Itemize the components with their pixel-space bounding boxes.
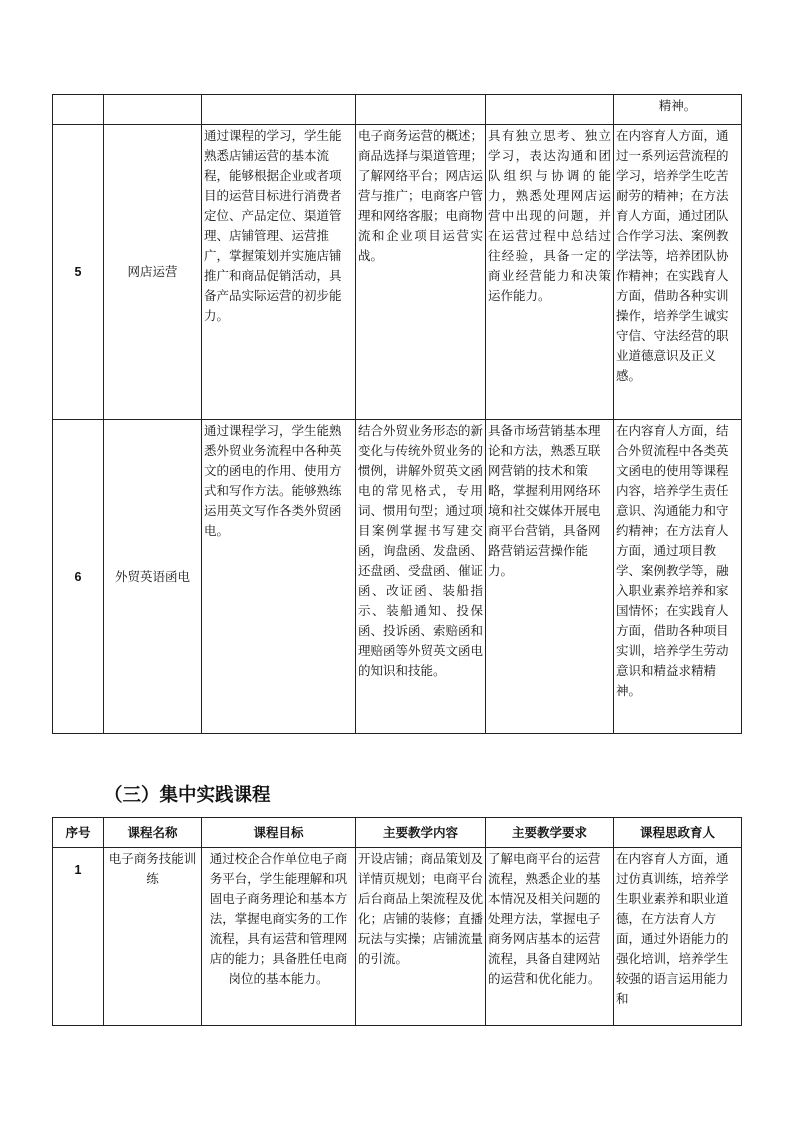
row-number: 6: [53, 420, 104, 734]
course-goal: 通过校企合作单位电子商务平台，学生能理解和巩固电子商务理论和基本方法，掌握电商实务的工作流程，具有运营和管理网店的能力；具备胜任电商岗位的基本能力。: [202, 848, 356, 1026]
course-name: [104, 95, 202, 125]
course-ideology: 在内容育人方面，通过一系列运营流程的学习，培养学生吃苦耐劳的精神；在方法育人方面，通过团队合作学习法、案例教学法等，培养团队协作精神；在实践育人方面，借助各种实训操作，培养学生诚实守信、守法经营的职业道德意识及正义感。: [614, 125, 742, 420]
row-number: 1: [53, 848, 104, 1026]
table-row: [53, 420, 742, 734]
table-row: [53, 125, 742, 420]
course-content: 电子商务运营的概述；商品选择与渠道管理；了解网络平台；网店运营与推广；电商客户管理和网络客服；电商物流和企业项目运营实战。: [356, 125, 486, 420]
course-ideology: 在内容育人方面，通过仿真训练，培养学生职业素养和职业道德，在方法育人方面，通过外语能力的强化培训，培养学生较强的语言运用能力和: [614, 848, 742, 1026]
header-ideology: 课程思政育人: [614, 818, 742, 848]
table-header-row: [53, 818, 742, 848]
course-goal: 通过课程的学习，学生能熟悉店铺运营的基本流程，能够根据企业或者项目的运营目标进行消费者定位、产品定位、渠道管理、店铺管理、运营推广，掌握策划并实施店铺推广和商品促销活动，具备产品实际运营的初步能力。: [202, 125, 356, 420]
row-number: [53, 95, 104, 125]
course-table-continued: [52, 94, 742, 734]
section-title: （三）集中实践课程: [104, 785, 271, 806]
course-ideology: 在内容育人方面，结合外贸流程中各类英文函电的使用等课程内容，培养学生责任意识、沟通能力和守约精神；在方法育人方面，通过项目教学、案例教学等，融入职业素养培养和家国情怀；在实践育人方面，借助各种项目实训，培养学生劳动意识和精益求精精神。: [614, 420, 742, 734]
course-name: 外贸英语函电: [104, 420, 202, 734]
course-goal: 通过课程学习，学生能熟悉外贸业务流程中各种英文的函电的作用、使用方式和写作方法。能够熟练运用英文写作各类外贸函电。: [202, 420, 356, 734]
course-name: 网店运营: [104, 125, 202, 420]
course-ideology: 精神。: [614, 95, 742, 125]
course-goal: [202, 95, 356, 125]
header-course-name: 课程名称: [104, 818, 202, 848]
course-requirement: 具有独立思考、独立学习，表达沟通和团队组织与协调的能力，熟悉处理网店运营中出现的问题，并在运营过程中总结过往经验，具备一定的商业经营能力和决策运作能力。: [486, 125, 614, 420]
course-requirement: 了解电商平台的运营流程，熟悉企业的基本情况及相关问题的处理方法，掌握电子商务网店基本的运营流程，具备自建网站的运营和优化能力。: [486, 848, 614, 1026]
table-row: [53, 848, 742, 1026]
course-content: 结合外贸业务形态的新变化与传统外贸业务的惯例，讲解外贸英文函电的常见格式，专用词、惯用句型；通过项目案例掌握书写建交函，询盘函、发盘函、还盘函、受盘函、催证函、改证函、装船指示、装船通知、投保函、投诉函、索赔函和理赔函等外贸英文函电的知识和技能。: [356, 420, 486, 734]
row-number: 5: [53, 125, 104, 420]
course-requirement: 具备市场营销基本理论和方法，熟悉互联网营销的技术和策略，掌握利用网络环境和社交媒体开展电商平台营销，具备网路营销运营操作能力。: [486, 420, 614, 734]
course-name: 电子商务技能训练: [104, 848, 202, 1026]
table-row: [53, 95, 742, 125]
header-main-requirement: 主要教学要求: [486, 818, 614, 848]
course-content: 开设店铺；商品策划及详情页规划；电商平台后台商品上架流程及优化；店铺的装修；直播玩法与实操；店铺流量的引流。: [356, 848, 486, 1026]
header-main-content: 主要教学内容: [356, 818, 486, 848]
practice-course-table: [52, 817, 742, 1026]
course-content: [356, 95, 486, 125]
header-course-goal: 课程目标: [202, 818, 356, 848]
course-requirement: [486, 95, 614, 125]
header-number: 序号: [53, 818, 104, 848]
